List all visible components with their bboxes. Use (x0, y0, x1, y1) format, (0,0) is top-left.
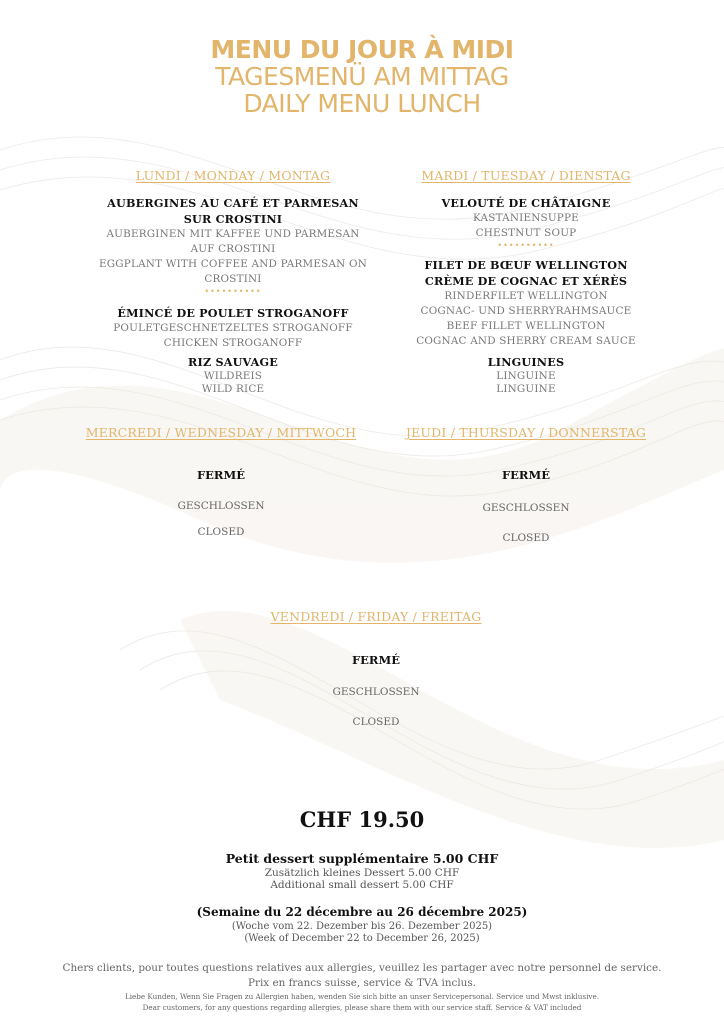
thursday-closed-de: GESCHLOSSEN (482, 502, 570, 514)
monday-dish1-de: AUBERGINEN MIT KAFFEE UND PARMESAN (106, 228, 360, 240)
tuesday-dish2-en: BEEF FILLET WELLINGTON (446, 320, 606, 332)
tuesday-section (366, 168, 686, 396)
wednesday-closed-de: GESCHLOSSEN (177, 500, 265, 512)
monday-dish1-en: EGGPLANT WITH COFFEE AND PARMESAN ON (99, 258, 367, 270)
tuesday-separator: •••••••••• (497, 241, 555, 250)
price: CHF 19.50 (299, 807, 425, 832)
monday-side-en: WILD RICE (201, 383, 265, 395)
monday-side-fr: RIZ SAUVAGE (188, 355, 278, 369)
wednesday-closed-en: CLOSED (197, 526, 245, 538)
tuesday-dish2-de-line2: COGNAC- UND SHERRYRAHMSAUCE (420, 305, 632, 317)
monday-dish2-fr: ÉMINCÉ DE POULET STROGANOFF (117, 306, 349, 320)
dessert-fr: Petit dessert supplémentaire 5.00 CHF (225, 851, 499, 866)
friday-closed-fr: FERMÉ (352, 653, 400, 667)
tuesday-side-de: LINGUINE (496, 370, 556, 382)
tuesday-label: MARDI / TUESDAY / DIENSTAG (421, 168, 631, 183)
monday-dish2-de: POULETGESCHNETZELTES STROGANOFF (113, 322, 353, 334)
friday-section (216, 609, 536, 624)
allergy-note-en: Dear customers, for any questions regarding allergies, please share them with our service staff. Service & VAT included (142, 1003, 582, 1012)
thursday-closed-fr: FERMÉ (502, 468, 550, 482)
week-en: (Week of December 22 to December 26, 2025) (244, 933, 480, 944)
title-english: DAILY MENU LUNCH (243, 89, 481, 118)
tuesday-dish2-en-line2: COGNAC AND SHERRY CREAM SAUCE (416, 335, 636, 347)
monday-dish2-en: CHICKEN STROGANOFF (163, 337, 303, 349)
wednesday-label: MERCREDI / WEDNESDAY / MITTWOCH (85, 425, 357, 440)
dessert-de: Zusätzlich kleines Dessert 5.00 CHF (264, 867, 460, 879)
monday-side-de: WILDREIS (203, 370, 263, 382)
tuesday-dish2-de: RINDERFILET WELLINGTON (444, 290, 608, 302)
wednesday-closed-fr: FERMÉ (197, 468, 245, 482)
monday-separator: •••••••••• (204, 287, 262, 296)
tuesday-dish2-fr: FILET DE BŒUF WELLINGTON (424, 258, 628, 272)
week-fr: (Semaine du 22 décembre au 26 décembre 2025) (196, 905, 528, 919)
thursday-closed-en: CLOSED (502, 532, 550, 544)
title-french: MENU DU JOUR À MIDI (210, 35, 514, 64)
thursday-label: JEUDI / THURSDAY / DONNERSTAG (405, 425, 647, 440)
allergy-note-fr: Chers clients, pour toutes questions relatives aux allergies, veuillez les partager avec notre personnel de service. (62, 962, 662, 974)
monday-section (73, 168, 393, 396)
monday-dish1-fr: AUBERGINES AU CAFÉ ET PARMESAN (107, 196, 359, 210)
friday-closed-en: CLOSED (352, 716, 400, 728)
thursday-section (366, 425, 686, 440)
dessert-en: Additional small dessert 5.00 CHF (270, 879, 454, 891)
allergy-note-de: Liebe Kunden, Wenn Sie Fragen zu Allergien haben, wenden Sie sich bitte an unser Servicepersonal. Service und Mwst inklusive. (124, 992, 600, 1001)
monday-dish1-en-line2: CROSTINI (204, 273, 262, 285)
wednesday-section (61, 425, 381, 440)
tuesday-side-en: LINGUINE (496, 383, 556, 395)
tuesday-side-fr: LINGUINES (487, 355, 565, 369)
tuesday-dish2-fr-line2: CRÈME DE COGNAC ET XÉRÈS (424, 274, 628, 288)
tuesday-dish1-en: CHESTNUT SOUP (475, 227, 577, 239)
prices-note-fr: Prix en francs suisse, service & TVA inclus. (248, 977, 476, 989)
tuesday-dish1-fr: VELOUTÉ DE CHÂTAIGNE (441, 196, 611, 210)
friday-label: VENDREDI / FRIDAY / FREITAG (270, 609, 482, 624)
tuesday-dish1-de: KASTANIENSUPPE (473, 212, 579, 224)
monday-dish1-fr-line2: SUR CROSTINI (183, 212, 283, 226)
title-german: TAGESMENÜ AM MITTAG (215, 62, 509, 91)
monday-dish1-de-line2: AUF CROSTINI (190, 243, 276, 255)
monday-label: LUNDI / MONDAY / MONTAG (135, 168, 331, 183)
week-de: (Woche vom 22. Dezember bis 26. Dezember 2025) (231, 921, 493, 932)
friday-closed-de: GESCHLOSSEN (332, 686, 420, 698)
